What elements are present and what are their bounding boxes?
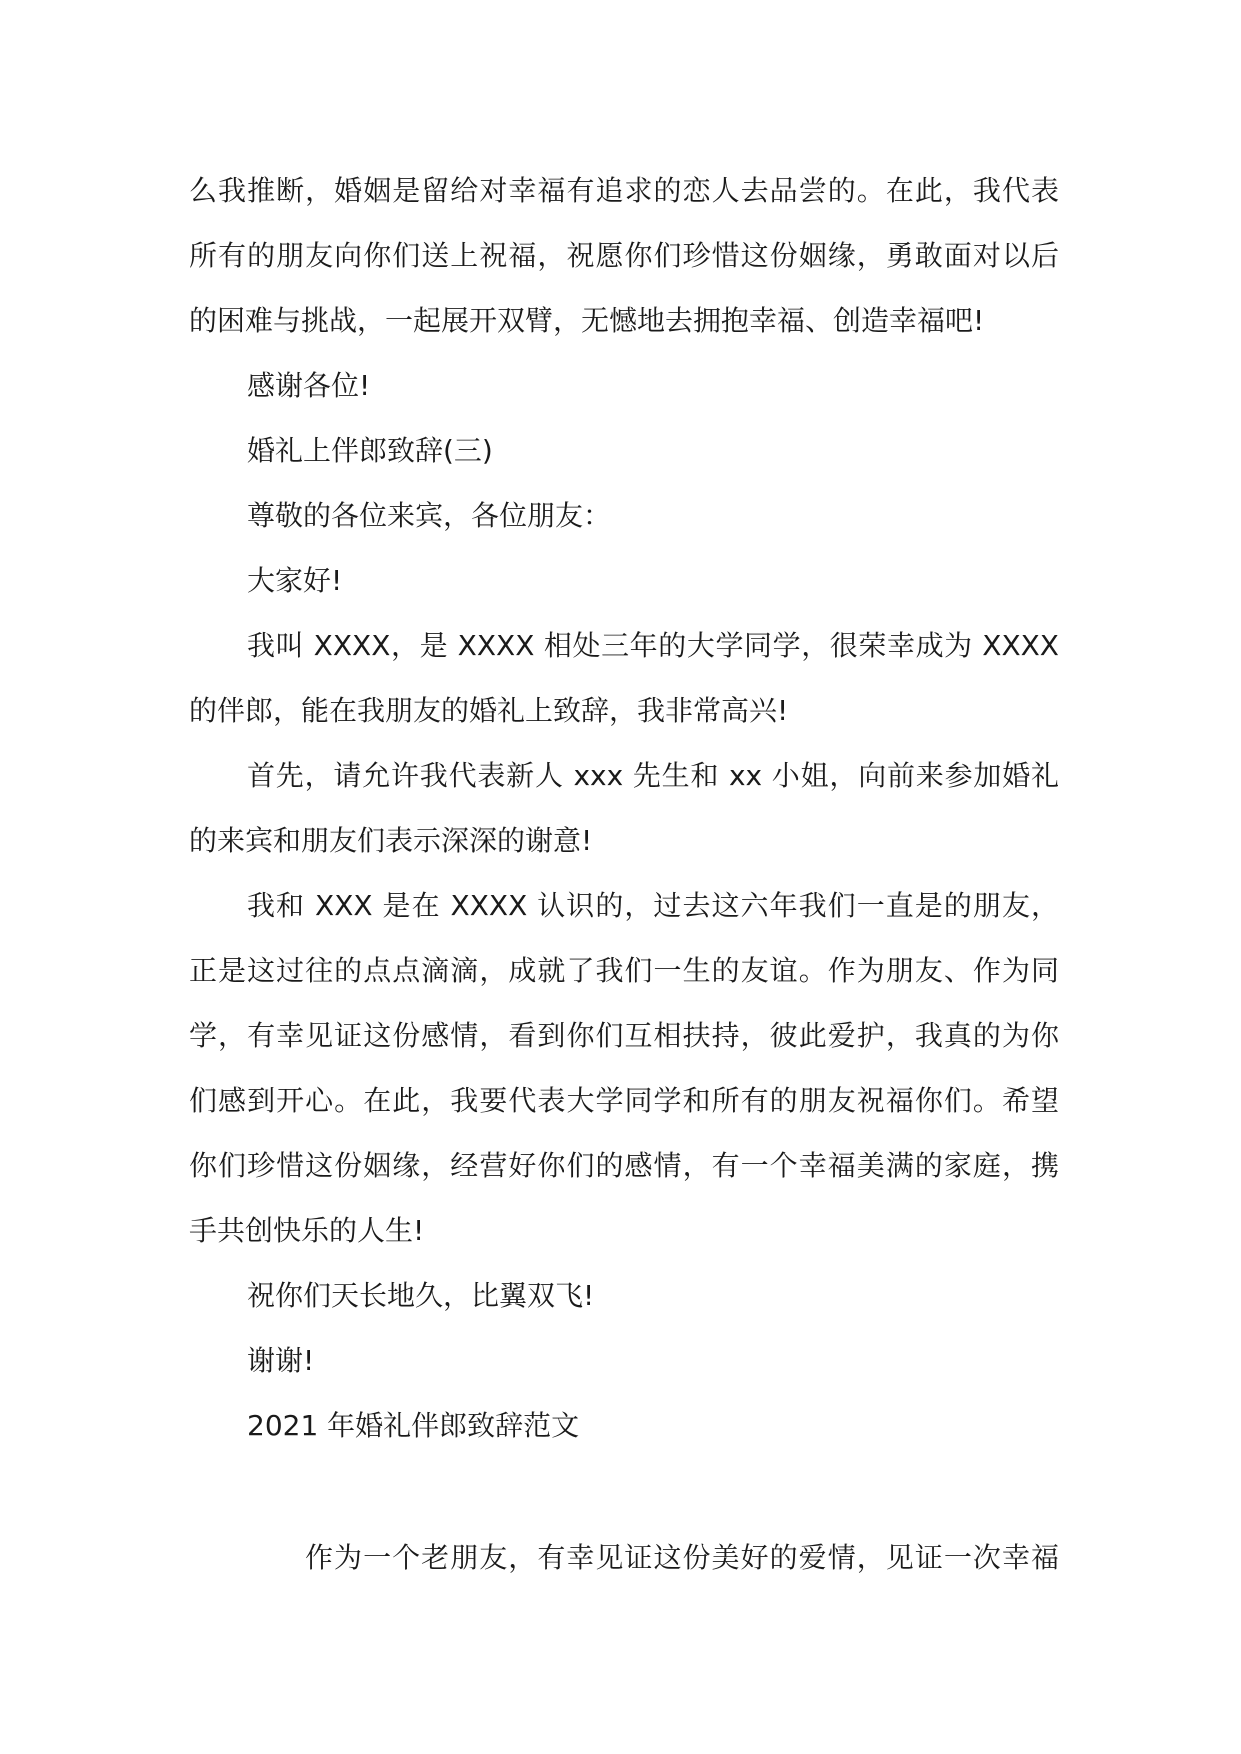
document-body [189, 158, 1059, 1590]
paragraph-line: 作为一个老朋友，有幸见证这份美好的爱情，见证一次幸福 [305, 1541, 1059, 1574]
salutation-line: 尊敬的各位来宾，各位朋友： [247, 499, 612, 532]
paragraph-line: 我和 XXX 是在 XXXX 认识的，过去这六年我们一直是的朋友， [247, 889, 1059, 922]
paragraph-line: 感谢各位! [247, 369, 371, 402]
paragraph-line: 学，有幸见证这份感情，看到你们互相扶持，彼此爱护，我真的为你 [189, 1019, 1059, 1052]
paragraph-line: 祝你们天长地久，比翼双飞! [247, 1279, 595, 1312]
greeting-line: 大家好! [247, 564, 343, 597]
paragraph-line: 的来宾和朋友们表示深深的谢意! [189, 824, 593, 857]
paragraph-line: 我叫 XXXX，是 XXXX 相处三年的大学同学，很荣幸成为 XXXX [247, 629, 1059, 662]
paragraph-line: 的困难与挑战，一起展开双臂，无憾地去拥抱幸福、创造幸福吧! [189, 304, 985, 337]
paragraph-line: 么我推断，婚姻是留给对幸福有追求的恋人去品尝的。在此，我代表 [189, 174, 1059, 207]
paragraph-line: 你们珍惜这份姻缘，经营好你们的感情，有一个幸福美满的家庭，携 [189, 1149, 1059, 1182]
paragraph-line: 所有的朋友向你们送上祝福，祝愿你们珍惜这份姻缘，勇敢面对以后 [189, 239, 1059, 272]
section-heading: 婚礼上伴郎致辞(三) [247, 434, 493, 467]
closing-line: 谢谢! [247, 1344, 315, 1377]
paragraph-line: 正是这过往的点点滴滴，成就了我们一生的友谊。作为朋友、作为同 [189, 954, 1059, 987]
blank-spacer [189, 1458, 1059, 1525]
paragraph-line: 们感到开心。在此，我要代表大学同学和所有的朋友祝福你们。希望 [189, 1084, 1059, 1117]
paragraph-line: 手共创快乐的人生! [189, 1214, 425, 1247]
paragraph-line: 首先，请允许我代表新人 xxx 先生和 xx 小姐，向前来参加婚礼 [247, 759, 1059, 792]
section-heading: 2021 年婚礼伴郎致辞范文 [247, 1409, 580, 1442]
paragraph-line: 的伴郎，能在我朋友的婚礼上致辞，我非常高兴! [189, 694, 789, 727]
